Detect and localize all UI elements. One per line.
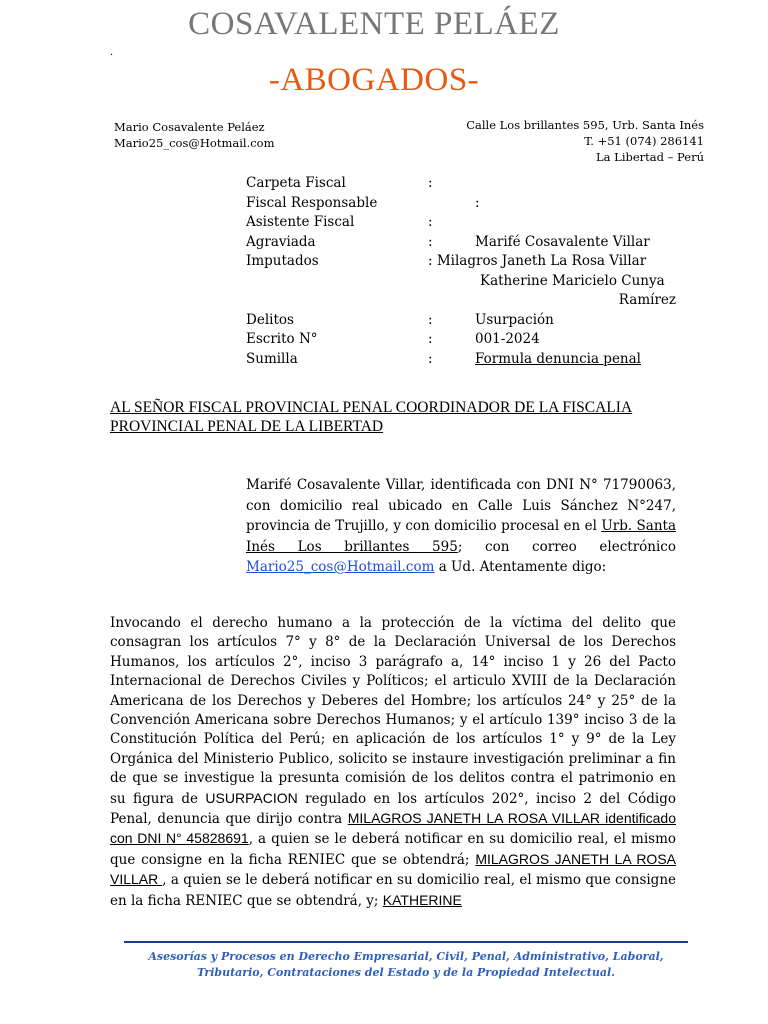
footer-line-2: Tributario, Contrataciones del Estado y de la Propiedad Intelectual. [197, 966, 615, 979]
imputados-label: Imputados [246, 253, 319, 269]
delitos-value: Usurpación [475, 311, 554, 328]
sumilla-label: Sumilla [246, 350, 298, 367]
imputados-value-3: Ramírez [618, 292, 676, 308]
contact-name: Mario Cosavalente Peláez [114, 120, 265, 134]
contact-address: Calle Los brillantes 595, Urb. Santa Inés [466, 118, 704, 132]
agraviada-label: Agraviada [246, 233, 316, 250]
carpeta-label: Carpeta Fiscal [246, 175, 346, 191]
email-link[interactable]: Mario25_cos@Hotmail.com [246, 559, 435, 575]
agraviada-value: Marifé Cosavalente Villar [475, 233, 650, 250]
contact-right [466, 117, 704, 165]
body-text-4: , a quien se le deberá notificar en su domicilio real, el mismo que consigne en la ficha RENIEC que se obtendrá, y; [110, 872, 677, 909]
sumilla-value: Formula denuncia penal [475, 350, 641, 367]
fiscal-colon: : [475, 194, 480, 211]
delitos-colon: : [428, 311, 433, 328]
delitos-label: Delitos [246, 311, 294, 328]
imputado-1b-name: MILAGROS JANETH LA ROSA VILLAR [110, 850, 676, 888]
footer-text [124, 949, 688, 981]
footer-divider [124, 941, 688, 943]
imputados-value-2: Katherine Maricielo Cunya [480, 272, 665, 289]
imputado-1-name: MILAGROS JANETH LA ROSA VILLAR identificado con DNI N° 45828691 [110, 810, 676, 847]
contact-email: Mario25_cos@Hotmail.com [114, 136, 275, 150]
imputados-value-1: : Milagros Janeth La Rosa Villar [428, 253, 647, 269]
asistente-label: Asistente Fiscal [246, 214, 355, 230]
usurpacion-term: USURPACION [205, 789, 298, 806]
footer-line-1: Asesorías y Procesos en Derecho Empresarial, Civil, Penal, Administrativo, Laboral, [148, 950, 664, 963]
procesal-address: Urb. Santa Inés Los brillantes 595 [246, 518, 676, 555]
body-text-1: Invocando el derecho humano a la protección de la víctima del delito que consagran los artículos 7° y 8° de la Declaración Universal de los Derechos Humanos, los artículos 2°, inciso 3 parágrafo a, 14° inciso 1 y 26 del Pacto Internacional de Derechos Civiles y Políticos; el articulo XVIII de la Declaración Americana de los Derechos y Deberes del Hombre; los artículos 24° y 25° de la Convención Americana sobre Derechos Humanos; y el artículo 139° inciso 3 de la Constitución Política del Perú; en aplicación de los artículos 1° y 9° de la Ley Orgánica del Ministerio Publico, solicito se instaure investigación preliminar a fin de que se investigue la presunta comisión de los delitos contra el patrimonio en su figura de [110, 615, 676, 807]
imputado-2-name: KATHERINE [382, 891, 462, 908]
fiscal-label: Fiscal Responsable [246, 194, 378, 211]
asistente-colon: : [428, 214, 433, 230]
firm-subtitle: -ABOGADOS- [268, 62, 480, 98]
body-paragraph [110, 614, 676, 911]
escrito-value: 001-2024 [475, 331, 540, 347]
carpeta-colon: : [428, 175, 433, 191]
escrito-label: Escrito N° [246, 331, 318, 347]
body-text-2: regulado en los artículos 202°, inciso 2 del Código Penal, denuncia que dirijo contra [110, 790, 676, 828]
agraviada-colon: : [428, 233, 433, 250]
contact-city: La Libertad – Perú [596, 150, 704, 164]
intro-paragraph [246, 475, 676, 578]
sumilla-colon: : [428, 350, 433, 367]
contact-left [114, 119, 275, 151]
contact-phone: T. +51 (074) 286141 [584, 134, 704, 148]
header-dot: . [110, 44, 113, 58]
addressee-heading: AL SEÑOR FISCAL PROVINCIAL PENAL COORDINADOR DE LA FISCALIA PROVINCIAL PENAL DE LA LIBERTAD [110, 399, 633, 435]
escrito-colon: : [428, 331, 433, 347]
body-text-3: , a quien se le deberá notificar en su domicilio real, el mismo que consigne en la ficha RENIEC que se obtendrá; [110, 831, 676, 868]
intro-text-3: a Ud. Atentamente digo: [434, 559, 607, 575]
firm-title: COSAVALENTE PELÁEZ [188, 6, 560, 42]
intro-text-1: Marifé Cosavalente Villar, identificada con DNI N° 71790063, con domicilio real ubicado en Calle Luis Sánchez N°247, provincia de Trujillo, y con domicilio procesal en el [246, 477, 676, 534]
intro-text-2: ; con correo electrónico [457, 538, 676, 555]
